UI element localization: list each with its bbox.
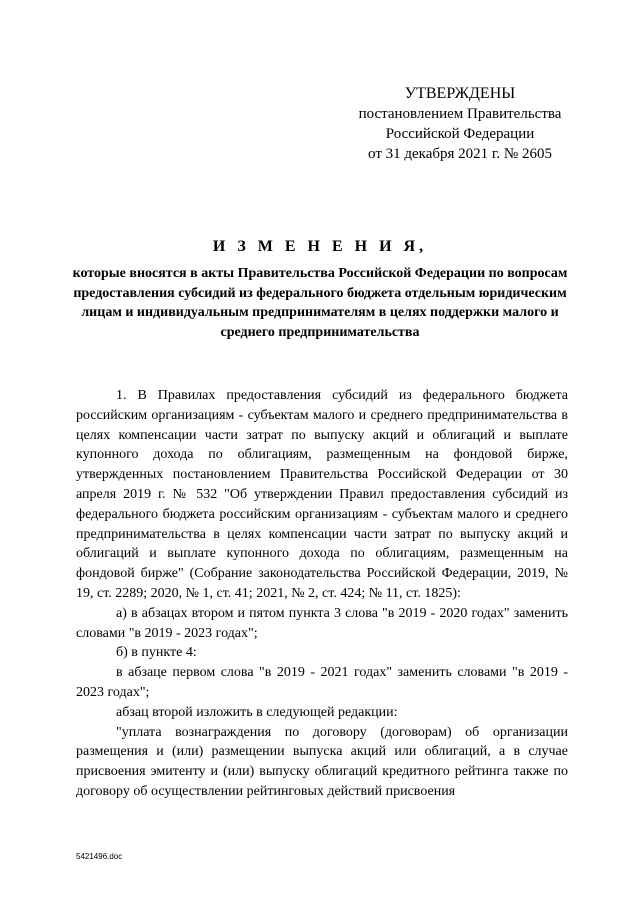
body-paragraph: абзац второй изложить в следующей редакции: bbox=[116, 704, 398, 720]
body-paragraph: а) в абзацах втором и пятом пункта 3 слова "в 2019 - 2020 годах" заменить словами "в 2019 - 2023 годах"; bbox=[76, 605, 568, 641]
approval-line: постановлением Правительства bbox=[358, 106, 562, 122]
title-subtitle: которые вносятся в акты Правительства Российской Федерации по вопросам предоставления субсидий из федерального бюджета отдельным юридическим лицам и индивидуальным предпринимателям в целях поддержки малого и среднего предпринимательства bbox=[72, 266, 568, 340]
body-paragraph: в абзаце первом слова "в 2019 - 2021 годах" заменить словами "в 2019 - 2023 годах"; bbox=[76, 665, 568, 700]
document-title bbox=[60, 236, 580, 342]
body-paragraph: б) в пункте 4: bbox=[116, 645, 197, 661]
approval-stamp bbox=[340, 84, 580, 164]
body-paragraph: "уплата вознаграждения по договору (договорам) об организации размещения и (или) размещении выпуска акций или облигаций, а в случае присвоения эмитенту и (или) выпуску облигаций кредитного рейтинга также по договору об осуществлении рейтинговых действий присвоения bbox=[76, 724, 568, 799]
document-body bbox=[76, 386, 568, 802]
approval-line: от 31 декабря 2021 г. № 2605 bbox=[368, 146, 552, 162]
approval-heading: УТВЕРЖДЕНЫ bbox=[404, 85, 516, 102]
approval-line: Российской Федерации bbox=[385, 126, 535, 142]
file-name-footer: 5421496.doc bbox=[76, 852, 123, 861]
body-paragraph: 1. В Правилах предоставления субсидий из федерального бюджета российским организациям - субъектам малого и среднего предпринимательства в целях компенсации части затрат по выпуску акций и облигаций и выплате купонного дохода по облигациям, размещенным на фондовой бирже, утвержденных постановлением Правительства Российской Федерации от 30 апреля 2019 г. № 532 "Об утверждении Правил предоставления субсидий из федерального бюджета российским организациям - субъектам малого и среднего предпринимательства в целях компенсации части затрат по выпуску акций и облигаций и выплате купонного дохода по облигациям, размещенным на фондовой бирже" (Собрание законодательства Российской Федерации, 2019, № 19, ст. 2289; 2020, № 1, ст. 41; 2021, № 2, ст. 424; № 11, ст. 1825): bbox=[76, 388, 568, 601]
title-main: И З М Е Н Е Н И Я, bbox=[212, 238, 428, 255]
